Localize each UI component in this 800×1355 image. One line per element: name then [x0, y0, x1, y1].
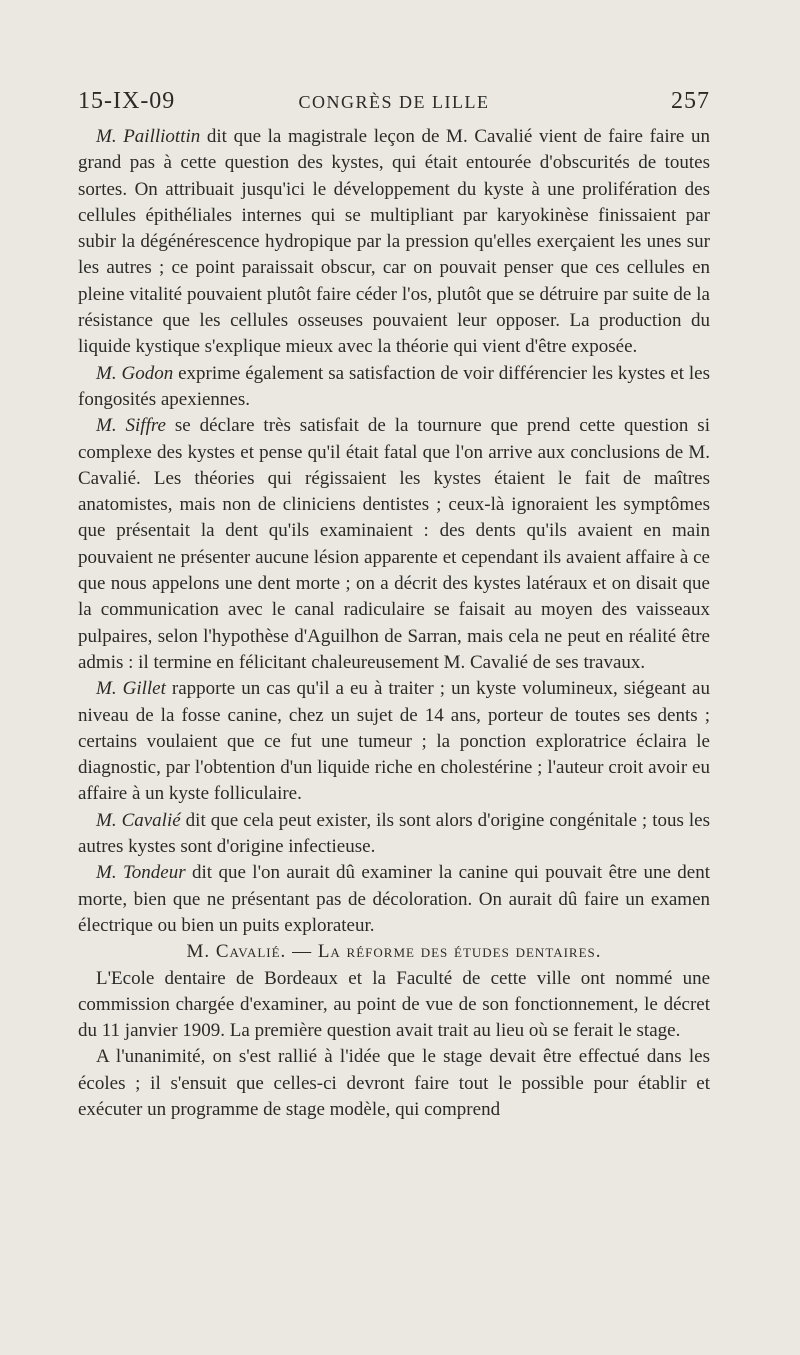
paragraph: [78, 860, 710, 939]
paragraph: [78, 413, 710, 676]
header-title: CONGRÈS DE LILLE: [298, 92, 490, 112]
paragraph: [78, 676, 710, 807]
paragraph-text: exprime également sa satisfaction de voir différencier les kystes et les fongosités apexiennes.: [78, 362, 710, 410]
section-title: La réforme des études dentaires.: [317, 941, 602, 963]
paragraph: [78, 966, 710, 1045]
paragraph-text: A l'unanimité, on s'est rallié à l'idée que le stage devait être effectué dans les écoles ; il s'ensuit que celles-ci devront faire tout le possible pour établir et exécuter un programme de stage modèle, qui comprend: [78, 1046, 710, 1120]
speaker-name: M. Gillet: [96, 678, 166, 700]
paragraph-text: se déclare très satisfait de la tournure que prend cette question si complexe des kystes et pense qu'il était fatal que l'on arrive aux conclusions de M. Cavalié. Les théories qui régissaient les kystes étaient le fait de maîtres anatomistes, mais non de cliniciens dentistes ; ceux-là ignoraient les symptômes que présentait la dent qu'ils examinaient : des dents qu'ils avaient en main pouvaient ne présenter aucune lésion apparente et cependant ils avaient affaire à ce que nous appelons une dent morte ; on a décrit des kystes latéraux et on disait que la communication avec le canal radiculaire se faisait au moyen des vaisseaux pulpaires, selon l'hypothèse d'Aguilhon de Sarran, mais cela ne peut en réalité être admis : il termine en félicitant chaleureusement M. Cavalié de ses travaux.: [78, 415, 710, 673]
speaker-name: M. Cavalié: [96, 809, 181, 831]
speaker-name: M. Tondeur: [96, 862, 186, 884]
paragraph: [78, 361, 710, 414]
header-date: 15-IX-09: [78, 88, 176, 114]
speaker-name: M. Godon: [96, 362, 174, 384]
paragraph: [78, 808, 710, 861]
paragraph-text: dit que l'on aurait dû examiner la canine qui pouvait être une dent morte, bien que ne présentant pas de décoloration. On aurait dû faire un examen électrique ou bien un puits explorateur.: [78, 862, 710, 936]
speaker-name: M. Siffre: [96, 415, 166, 437]
paragraph-text: dit que cela peut exister, ils sont alors d'origine congénitale ; tous les autres kystes sont d'origine infectieuse.: [78, 809, 710, 858]
paragraph-text: L'Ecole dentaire de Bordeaux et la Faculté de cette ville ont nommé une commission chargée d'examiner, au point de vue de son fonctionnement, le décret du 11 janvier 1909. La première question avait trait au lieu où se ferait le stage.: [78, 967, 710, 1042]
paragraph: [78, 124, 710, 361]
paragraph-text: rapporte un cas qu'il a eu à traiter ; un kyste volumineux, siégeant au niveau de la fosse canine, chez un sujet de 14 ans, porteur de toutes ses dents ; certains voulaient que ce fut une tumeur ; la ponction exploratrice éclaira le diagnostic, par l'obtention d'un liquide riche en cholestérine ; l'auteur croit avoir eu affaire à un kyste folliculaire.: [78, 678, 710, 805]
page-number: 257: [671, 88, 710, 114]
section-heading: [78, 939, 710, 965]
paragraph: [78, 1044, 710, 1123]
section-author: M. Cavalié.: [186, 941, 287, 963]
paragraph-text: dit que la magistrale leçon de M. Cavalié vient de faire faire un grand pas à cette question des kystes, qui était entourée d'obscurités de toutes sortes. On attribuait jusqu'ici le développement du kyste à une prolifération des cellules épithéliales internes qui se multipliant par karyokinèse finissaient par subir la dégénérescence hydropique par la pression qu'elles exerçaient les unes sur les autres ; ce point paraissait obscur, car on pouvait penser que ces cellules en pleine vitalité pouvaient plutôt faire céder l'os, plutôt que se détruire par suite de la résistance que les cellules osseuses pouvaient leur opposer. La production du liquide kystique s'explique mieux avec la théorie qui vient d'être exposée.: [78, 126, 710, 358]
speaker-name: M. Pailliottin: [96, 126, 201, 147]
running-header: [78, 88, 710, 122]
section-dash: —: [286, 941, 318, 963]
body-text: [78, 124, 710, 1123]
